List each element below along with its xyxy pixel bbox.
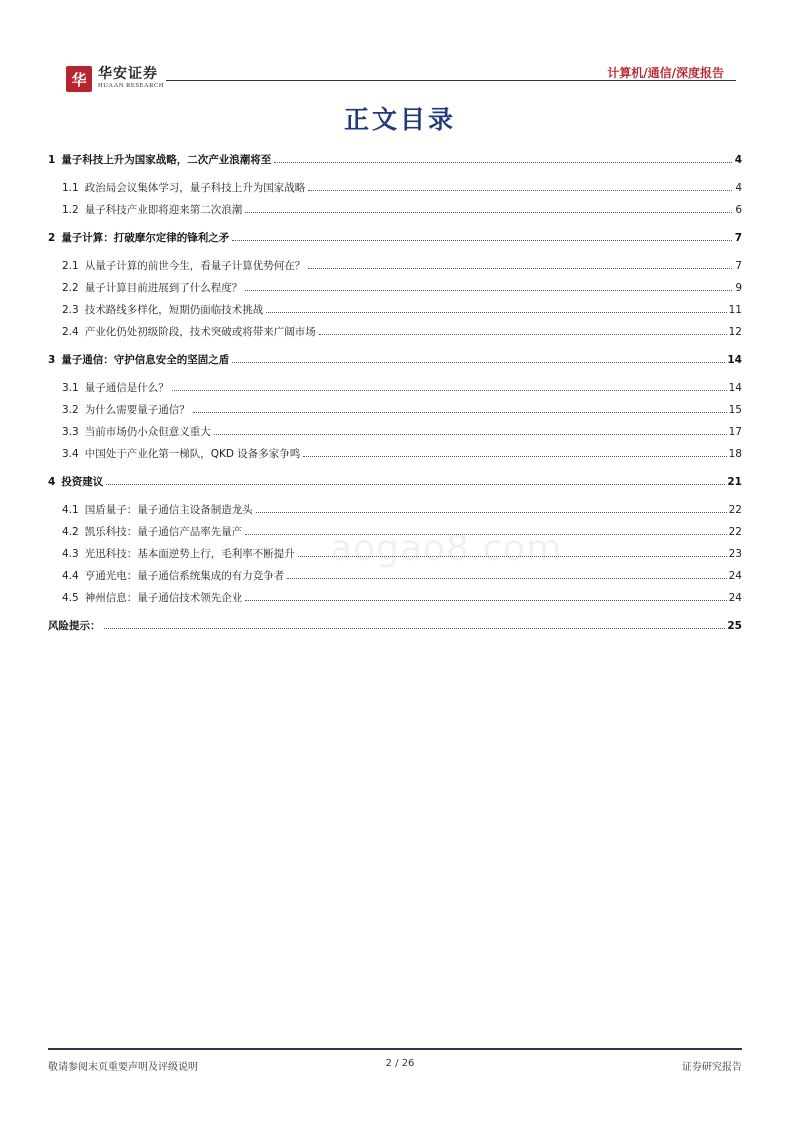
toc-entry[interactable] <box>48 152 742 167</box>
toc-entry[interactable] <box>48 402 742 417</box>
page-header <box>48 62 738 102</box>
toc-leader-dots <box>308 268 732 269</box>
toc-entry-page: 18 <box>728 448 742 460</box>
footer-divider <box>48 1048 742 1050</box>
toc-entry-title: 光迅科技：基本面逆势上行，毛利率不断提升 <box>84 548 295 560</box>
toc-leader-dots <box>287 578 726 579</box>
watermark-text: aogao8.com <box>330 528 563 569</box>
toc-entry-page: 9 <box>735 282 742 294</box>
page-total: 26 <box>401 1058 415 1069</box>
page-current: 2 <box>385 1058 392 1069</box>
toc-entry-page: 24 <box>728 592 742 604</box>
toc-leader-dots <box>256 512 727 513</box>
toc-entry-number: 2.3 <box>62 304 79 316</box>
toc-entry-page: 22 <box>728 504 742 516</box>
toc-entry-title: 产业化仍处初级阶段，技术突破或将带来广阔市场 <box>84 326 316 338</box>
toc-entry-title: 量子通信是什么？ <box>84 382 169 394</box>
toc-entry-title: 亨通光电：量子通信系统集成的有力竞争者 <box>84 570 285 582</box>
toc-entry[interactable] <box>48 424 742 439</box>
toc-leader-dots <box>245 212 732 213</box>
toc-entry-title: 量子计算：打破摩尔定律的锋利之矛 <box>61 232 230 244</box>
page-separator: / <box>395 1058 399 1069</box>
toc-entry-title: 为什么需要量子通信？ <box>84 404 190 416</box>
toc-entry[interactable] <box>48 280 742 295</box>
toc-entry-number: 2.2 <box>62 282 79 294</box>
toc-entry-number: 4.4 <box>62 570 79 582</box>
toc-entry[interactable] <box>48 324 742 339</box>
toc-entry-number: 2.1 <box>62 260 79 272</box>
toc-entry-number: 4.3 <box>62 548 79 560</box>
toc-entry[interactable] <box>48 230 742 245</box>
toc-entry-number: 3.1 <box>62 382 79 394</box>
toc-entry-number: 3.3 <box>62 426 79 438</box>
logo-name-en: HUAAN RESEARCH <box>98 82 165 89</box>
footer-report-type: 证券研究报告 <box>682 1062 742 1073</box>
toc-entry[interactable] <box>48 502 742 517</box>
toc-entry[interactable] <box>48 618 742 633</box>
toc-entry-number: 4.2 <box>62 526 79 538</box>
toc-entry-title: 量子科技产业即将迎来第二次浪潮 <box>84 204 243 216</box>
toc-entry-number: 2 <box>48 232 56 244</box>
toc-entry-page: 17 <box>728 426 742 438</box>
toc-entry-title: 凯乐科技：量子通信产品率先量产 <box>84 526 243 538</box>
toc-entry[interactable] <box>48 380 742 395</box>
toc-entry-page: 25 <box>727 620 742 632</box>
toc-leader-dots <box>303 456 726 457</box>
toc-entry[interactable] <box>48 590 742 605</box>
toc-leader-dots <box>319 334 727 335</box>
toc-leader-dots <box>266 312 726 313</box>
toc-entry-page: 6 <box>735 204 742 216</box>
toc-leader-dots <box>172 390 727 391</box>
toc-leader-dots <box>308 190 732 191</box>
toc-entry-title: 政治局会议集体学习，量子科技上升为国家战略 <box>84 182 306 194</box>
toc-entry-title: 量子通信：守护信息安全的坚固之盾 <box>61 354 230 366</box>
toc-entry-number: 1 <box>48 154 56 166</box>
toc-entry-title: 风险提示： <box>48 620 101 632</box>
toc-leader-dots <box>232 362 725 363</box>
toc-entry[interactable] <box>48 474 742 489</box>
toc-leader-dots <box>245 290 732 291</box>
toc-entry-page: 7 <box>735 260 742 272</box>
toc-entry-number: 3.4 <box>62 448 79 460</box>
toc-entry-number: 3 <box>48 354 56 366</box>
toc-entry[interactable] <box>48 568 742 583</box>
toc-entry-page: 14 <box>728 382 742 394</box>
toc-leader-dots <box>214 434 727 435</box>
toc-entry-page: 22 <box>728 526 742 538</box>
toc-entry-page: 15 <box>728 404 742 416</box>
logo-name-cn: 华安证券 <box>98 66 158 82</box>
toc-entry[interactable] <box>48 302 742 317</box>
toc-entry-title: 神州信息：量子通信技术领先企业 <box>84 592 243 604</box>
toc-entry[interactable] <box>48 180 742 195</box>
logo-seal-icon: 华 <box>66 66 92 92</box>
toc-leader-dots <box>274 162 732 163</box>
toc-entry[interactable] <box>48 202 742 217</box>
toc-entry-title: 量子计算目前进展到了什么程度？ <box>84 282 243 294</box>
toc-entry-title: 从量子计算的前世今生，看量子计算优势何在？ <box>84 260 306 272</box>
toc-entry-number: 2.4 <box>62 326 79 338</box>
toc-entry-page: 4 <box>735 182 742 194</box>
footer-disclaimer: 敬请参阅末页重要声明及评级说明 <box>48 1062 198 1073</box>
toc-entry-number: 1.2 <box>62 204 79 216</box>
toc-entry-page: 23 <box>728 548 742 560</box>
toc-entry-page: 24 <box>728 570 742 582</box>
toc-entry[interactable] <box>48 258 742 273</box>
toc-entry-page: 14 <box>727 354 742 366</box>
toc-entry-title: 量子科技上升为国家战略，二次产业浪潮将至 <box>61 154 272 166</box>
toc-entry-number: 4 <box>48 476 56 488</box>
toc-leader-dots <box>232 240 732 241</box>
toc-entry-page: 7 <box>734 232 742 244</box>
company-logo <box>66 66 164 92</box>
toc-leader-dots <box>104 628 726 629</box>
page-title: 正文目录 <box>343 105 456 134</box>
page-number <box>0 1058 800 1069</box>
toc-entry-title: 国盾量子：量子通信主设备制造龙头 <box>84 504 253 516</box>
toc-entry-page: 11 <box>728 304 742 316</box>
toc-entry-number: 4.1 <box>62 504 79 516</box>
toc-leader-dots <box>106 484 725 485</box>
toc-entry-title: 投资建议 <box>61 476 104 488</box>
toc-entry-page: 12 <box>728 326 742 338</box>
toc-entry-title: 技术路线多样化，短期仍面临技术挑战 <box>84 304 264 316</box>
toc-leader-dots <box>245 600 726 601</box>
toc-entry-title: 中国处于产业化第一梯队，QKD 设备多家争鸣 <box>84 448 301 460</box>
toc-leader-dots <box>193 412 727 413</box>
toc-entry-page: 4 <box>734 154 742 166</box>
toc-entry-number: 1.1 <box>62 182 79 194</box>
toc-entry-number: 4.5 <box>62 592 79 604</box>
toc-entry[interactable] <box>48 352 742 367</box>
toc-entry-title: 当前市场仍小众但意义重大 <box>84 426 211 438</box>
toc-entry-page: 21 <box>727 476 742 488</box>
toc-entry[interactable] <box>48 446 742 461</box>
toc-entry-number: 3.2 <box>62 404 79 416</box>
report-category: 计算机/通信/深度报告 <box>607 66 724 80</box>
